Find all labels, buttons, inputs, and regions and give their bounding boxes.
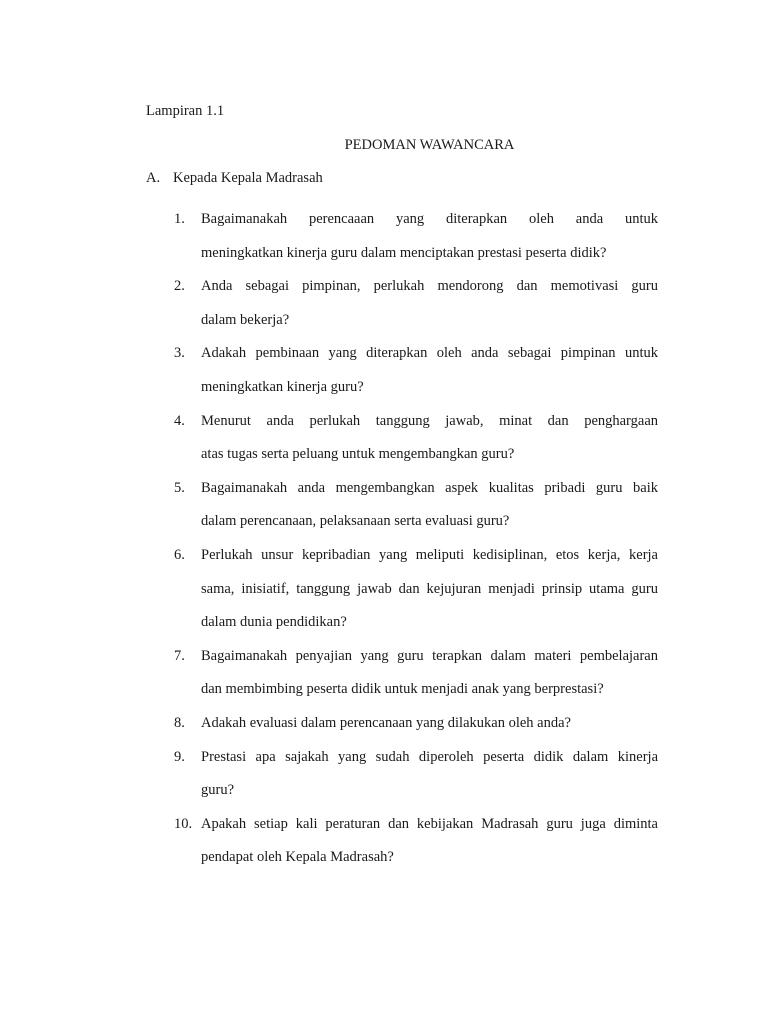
section-title: Kepada Kepala Madrasah	[173, 170, 323, 186]
question-text-line: guru?	[201, 782, 235, 799]
document-title: PEDOMAN WAWANCARA	[344, 137, 515, 153]
question-text-line: Adakah pembinaan yang diterapkan oleh anda sebagai pimpinan untuk	[201, 345, 658, 362]
question-number: 9.	[174, 748, 185, 765]
question-number: 10.	[174, 815, 193, 832]
section-heading	[146, 170, 323, 187]
question-text-line: Bagaimanakah penyajian yang guru terapkan dalam materi pembelajaran	[201, 647, 658, 664]
section-letter: A.	[146, 170, 161, 186]
question-item	[174, 539, 658, 640]
question-item	[174, 337, 658, 404]
question-text-line: dalam dunia pendidikan?	[201, 614, 347, 631]
question-text-line: Anda sebagai pimpinan, perlukah mendorong dan memotivasi guru	[201, 278, 658, 295]
question-number: 4.	[174, 412, 185, 429]
question-text-line: pendapat oleh Kepala Madrasah?	[201, 849, 394, 866]
question-item	[174, 405, 658, 472]
question-number: 6.	[174, 546, 185, 563]
question-item	[174, 472, 658, 539]
question-number: 5.	[174, 479, 185, 496]
question-item	[174, 707, 658, 741]
question-item	[174, 640, 658, 707]
question-text-line: meningkatkan kinerja guru dalam menciptakan prestasi peserta didik?	[201, 244, 607, 261]
question-text-line: dalam perencanaan, pelaksanaan serta evaluasi guru?	[201, 513, 510, 530]
question-text-line: Bagaimanakah anda mengembangkan aspek kualitas pribadi guru baik	[201, 479, 658, 496]
question-item	[174, 270, 658, 337]
question-list	[174, 203, 658, 875]
question-item	[174, 203, 658, 270]
question-text-line: meningkatkan kinerja guru?	[201, 378, 364, 395]
question-text-line: dan membimbing peserta didik untuk menjadi anak yang berprestasi?	[201, 681, 604, 698]
question-text-line: Menurut anda perlukah tanggung jawab, minat dan penghargaan	[201, 412, 658, 429]
question-text-line: Bagaimanakah perencaaan yang diterapkan oleh anda untuk	[201, 211, 658, 227]
question-number: 2.	[174, 278, 185, 295]
question-number: 3.	[174, 345, 185, 362]
question-text-line: sama, inisiatif, tanggung jawab dan kejujuran menjadi prinsip utama guru	[201, 580, 658, 597]
question-item	[174, 808, 658, 875]
question-text-line: dalam bekerja?	[201, 311, 290, 328]
question-text-line: Apakah setiap kali peraturan dan kebijakan Madrasah guru juga diminta	[201, 815, 658, 832]
question-number: 8.	[174, 714, 185, 731]
appendix-label: Lampiran 1.1	[146, 103, 225, 119]
question-text-line: Perlukah unsur kepribadian yang meliputi kedisiplinan, etos kerja, kerja	[201, 546, 658, 563]
question-number: 1.	[174, 211, 185, 227]
question-text-line: Adakah evaluasi dalam perencanaan yang dilakukan oleh anda?	[201, 714, 571, 731]
question-text-line: atas tugas serta peluang untuk mengembangkan guru?	[201, 446, 515, 463]
question-text-line: Prestasi apa sajakah yang sudah diperoleh peserta didik dalam kinerja	[201, 748, 658, 765]
question-number: 7.	[174, 647, 185, 664]
question-item	[174, 741, 658, 808]
